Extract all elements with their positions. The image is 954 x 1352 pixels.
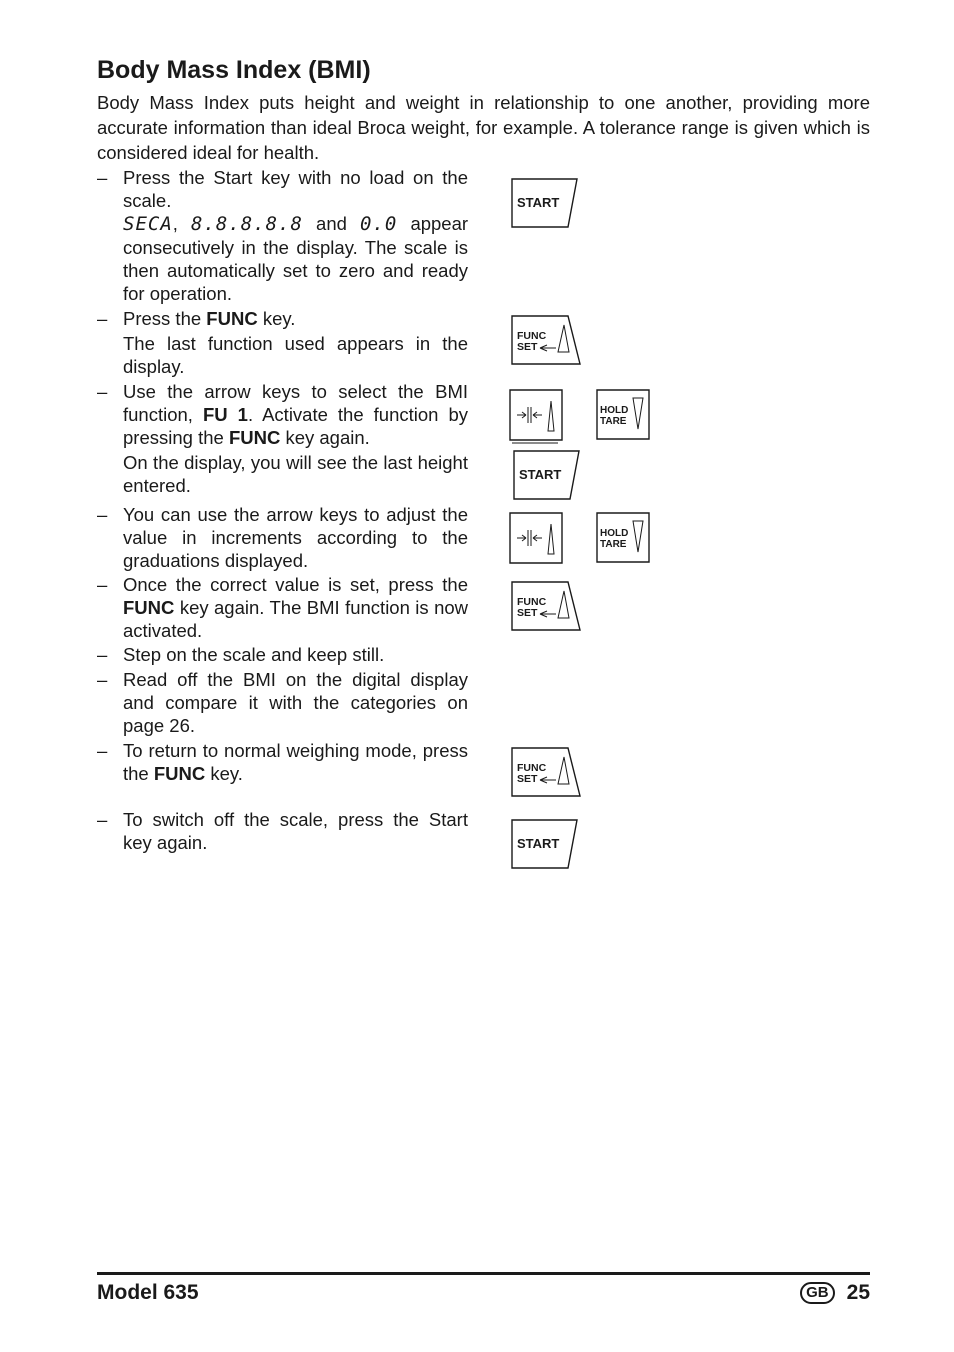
func-keyword: FUNC <box>123 597 175 618</box>
step-text-cont: appear consecutively in the display. The scale is then automatically set to zero and ready for operation. <box>123 213 469 304</box>
step-1: – Press the Start key with no load on the scale. SECA, 8.8.8.8.8 and 0.0 appear consecutively in the display. The scale is then automatically set to zero and ready for operation. <box>97 167 469 304</box>
step-3: – Use the arrow keys to select the BMI function, FU 1. Activate the function by pressing the FUNC key again. On the display, you will see the last height entered. <box>97 381 469 496</box>
step-dash: – <box>97 167 108 188</box>
language-badge: GB <box>800 1282 835 1304</box>
hold-tare-key-illustration <box>596 512 652 566</box>
svg-text:FUNC: FUNC <box>517 596 547 608</box>
func-keyword: FUNC <box>153 763 206 784</box>
func-keyword: FUNC <box>228 427 281 448</box>
page-title: Body Mass Index (BMI) <box>97 56 371 84</box>
step-7: – Read off the BMI on the digital display and compare it with the categories on page 26. <box>97 669 468 736</box>
svg-text:SET: SET <box>517 341 538 353</box>
page-number: 25 <box>846 1281 870 1304</box>
start-key-illustration <box>511 178 581 230</box>
svg-text:SET: SET <box>517 607 538 619</box>
svg-text:HOLD: HOLD <box>600 528 629 539</box>
svg-text:FUNC: FUNC <box>517 330 547 342</box>
step-text: Press the Start key with no load on the scale. <box>123 167 468 211</box>
func-set-key-illustration <box>511 581 583 633</box>
step-8: – To return to normal weighing mode, press the FUNC key. <box>97 740 468 784</box>
step-6: – Step on the scale and keep still. <box>97 644 385 665</box>
func-keyword: FUNC <box>206 308 258 329</box>
svg-text:FUNC: FUNC <box>517 762 547 774</box>
fu1-keyword: FU 1 <box>202 404 248 425</box>
step-9: – To switch off the scale, press the Start key again. <box>97 809 468 853</box>
step-4: – You can use the arrow keys to adjust the value in increments according to the graduations displayed. <box>97 504 468 571</box>
func-set-key-illustration <box>511 315 583 367</box>
step-5: – Once the correct value is set, press the FUNC key again. The BMI function is now activated. <box>97 574 469 641</box>
footer-model: Model 635 <box>97 1281 199 1304</box>
svg-text:SET: SET <box>517 773 538 785</box>
func-set-key-illustration <box>511 747 583 799</box>
arrow-key-illustration <box>509 389 567 447</box>
intro-paragraph: Body Mass Index puts height and weight in relationship to one another, providing more accurate information than ideal Broca weight, for example. A tolerance range is given which is considered ideal for health. <box>97 92 870 163</box>
hold-tare-key-illustration <box>596 389 652 443</box>
start-key-illustration <box>513 450 583 502</box>
start-key-illustration <box>511 819 581 871</box>
svg-text:HOLD: HOLD <box>600 405 629 416</box>
svg-text:START: START <box>517 836 560 851</box>
svg-text:START: START <box>517 195 560 210</box>
step-note: On the display, you will see the last height entered. <box>123 452 468 496</box>
svg-text:START: START <box>519 467 562 482</box>
svg-text:TARE: TARE <box>600 416 627 427</box>
display-seca: SECA <box>123 213 173 235</box>
display-zero: 0.0 <box>360 213 398 235</box>
step-2: – Press the FUNC key. The last function used appears in the display. <box>97 308 468 377</box>
step-note: The last function used appears in the display. <box>123 333 468 377</box>
display-test-pattern: 8.8.8.8.8 <box>191 213 303 235</box>
svg-text:TARE: TARE <box>600 539 627 550</box>
footer-rule <box>97 1272 870 1275</box>
arrow-key-illustration <box>509 512 567 566</box>
footer-page-info <box>800 1281 870 1305</box>
